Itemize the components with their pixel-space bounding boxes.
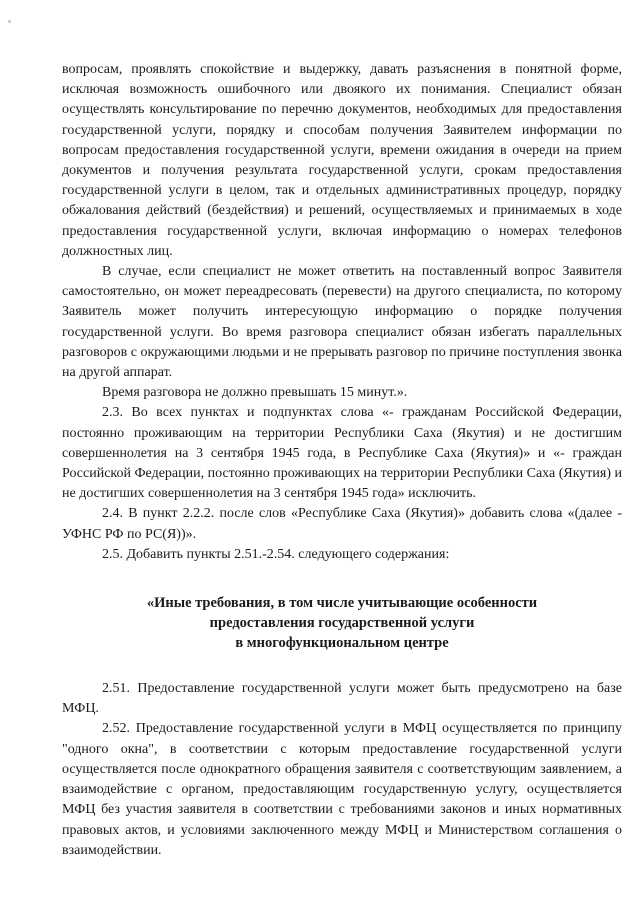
scan-speck: [8, 20, 11, 23]
paragraph-2-52: 2.52. Предоставление государственной услуги в МФЦ осуществляется по принципу "одного окна", в соответствии с которым предоставление государственной услуги осуществляется после однократного обращения заявителя с соответствующим заявлением, а взаимодействие с органом, предоставляющим государственную услугу, осуществляется МФЦ без участия заявителя в соответствии с требованиями законов и иных нормативных правовых актов, и условиями заключенного между МФЦ и Министерством соглашения о взаимодействии.: [62, 721, 622, 858]
heading-line-1: «Иные требования, в том числе учитывающие особенности: [146, 595, 538, 612]
paragraph-2-5: 2.5. Добавить пункты 2.51.-2.54. следующего содержания:: [102, 546, 450, 562]
paragraph-2-51: 2.51. Предоставление государственной услуги может быть предусмотрено на базе МФЦ.: [62, 681, 622, 717]
document-body: [62, 60, 622, 861]
paragraph-call-duration: Время разговора не должно превышать 15 минут.».: [102, 385, 408, 401]
section-heading: [62, 593, 622, 653]
heading-line-3: в многофункциональном центре: [235, 635, 449, 652]
paragraph-specialist-redirect: В случае, если специалист не может ответить на поставленный вопрос Заявителя самостоятельно, он может переадресовать (перевести) на другого специалиста, по которому Заявитель может получить интересующую информацию о порядке получения государственной услуги. Во время разговора специалист обязан избегать параллельных разговоров с окружающими людьми и не прерывать разговор по причине поступления звонка на другой аппарат.: [62, 264, 622, 381]
paragraph-2-4: 2.4. В пункт 2.2.2. после слов «Республике Саха (Якутия)» добавить слова «(далее - УФНС РФ по РС(Я))».: [62, 506, 622, 542]
paragraph-2-3: 2.3. Во всех пунктах и подпунктах слова «- гражданам Российской Федерации, постоянно проживающим на территории Республики Саха (Якутия) и не достигшим совершеннолетия на 3 сентября 1945 года, в Республике Саха (Якутия)» и «- граждан Российской Федерации, постоянно проживающих на территории Республики Саха (Якутия) и не достигших совершеннолетия на 3 сентября 1945 года» исключить.: [62, 405, 623, 502]
paragraph-continuation: вопросам, проявлять спокойствие и выдержку, давать разъяснения в понятной форме, исключая возможность ошибочного или двоякого их понимания. Специалист обязан осуществлять консультирование по перечню документов, необходимых для предоставления государственной услуги, порядку и способам получения Заявителем информации по вопросам предоставления государственной услуги, времени ожидания в очереди на прием документов и получения результата государственной услуги, срокам предоставления государственной услуги в целом, так и отдельных административных процедур, порядку обжалования действий (бездействия) и решений, осуществляемых и принимаемых в ходе предоставления государственной услуги, включая информацию о номерах телефонов должностных лиц.: [62, 62, 622, 259]
heading-line-2: предоставления государственной услуги: [209, 615, 475, 632]
